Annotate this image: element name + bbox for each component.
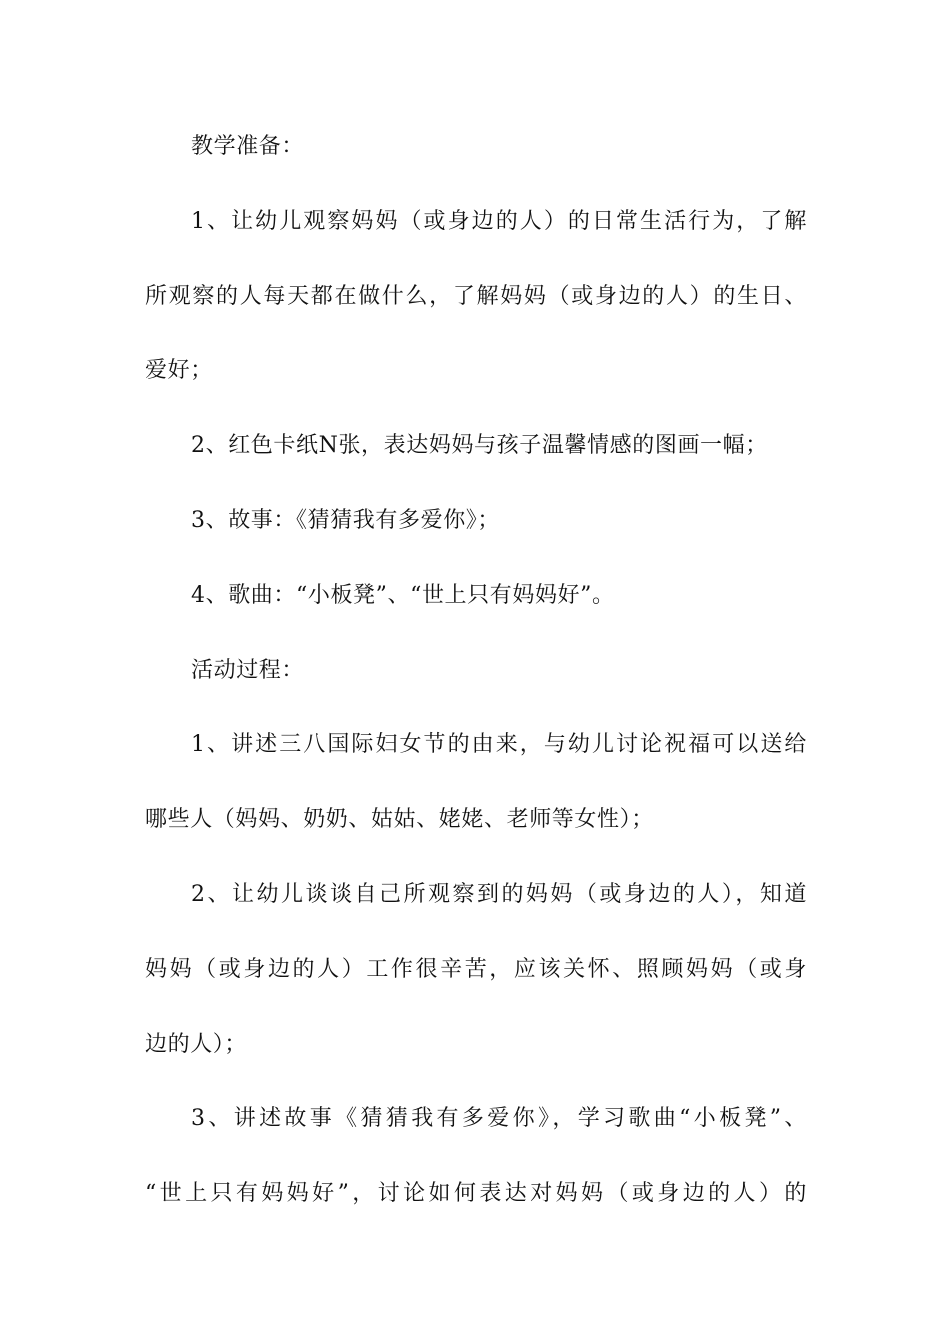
paragraph-line: “世上只有妈妈好”，讨论如何表达对妈妈（或身边的人）的 bbox=[145, 1181, 807, 1207]
paragraph-line: 3、故事：《猜猜我有多爱你》； bbox=[191, 507, 500, 533]
paragraph-line: 哪些人（妈妈、奶奶、姑姑、姥姥、老师等女性）； bbox=[145, 807, 654, 833]
paragraph-line: 爱好； bbox=[145, 358, 213, 384]
paragraph-line: 1、让幼儿观察妈妈（或身边的人）的日常生活行为，了解 bbox=[191, 208, 807, 234]
paragraph-line: 4、歌曲：“小板凳”、“世上只有妈妈好”。 bbox=[191, 582, 615, 608]
heading-teaching-preparation: 教学准备： bbox=[191, 134, 305, 159]
paragraph-line: 1、讲述三八国际妇女节的由来，与幼儿讨论祝福可以送给 bbox=[191, 732, 807, 758]
paragraph-line: 3、讲述故事《猜猜我有多爱你》，学习歌曲“小板凳”、 bbox=[191, 1106, 807, 1132]
paragraph-line: 2、让幼儿谈谈自己所观察到的妈妈（或身边的人），知道 bbox=[191, 881, 807, 907]
paragraph-line: 2、红色卡纸N张，表达妈妈与孩子温馨情感的图画一幅； bbox=[191, 433, 768, 459]
paragraph-line: 边的人）； bbox=[145, 1031, 248, 1057]
heading-activity-process: 活动过程： bbox=[191, 657, 305, 683]
paragraph-line: 妈妈（或身边的人）工作很辛苦，应该关怀、照顾妈妈（或身 bbox=[145, 956, 807, 982]
document-body bbox=[145, 128, 807, 1250]
paragraph-line: 所观察的人每天都在做什么，了解妈妈（或身边的人）的生日、 bbox=[145, 283, 807, 309]
